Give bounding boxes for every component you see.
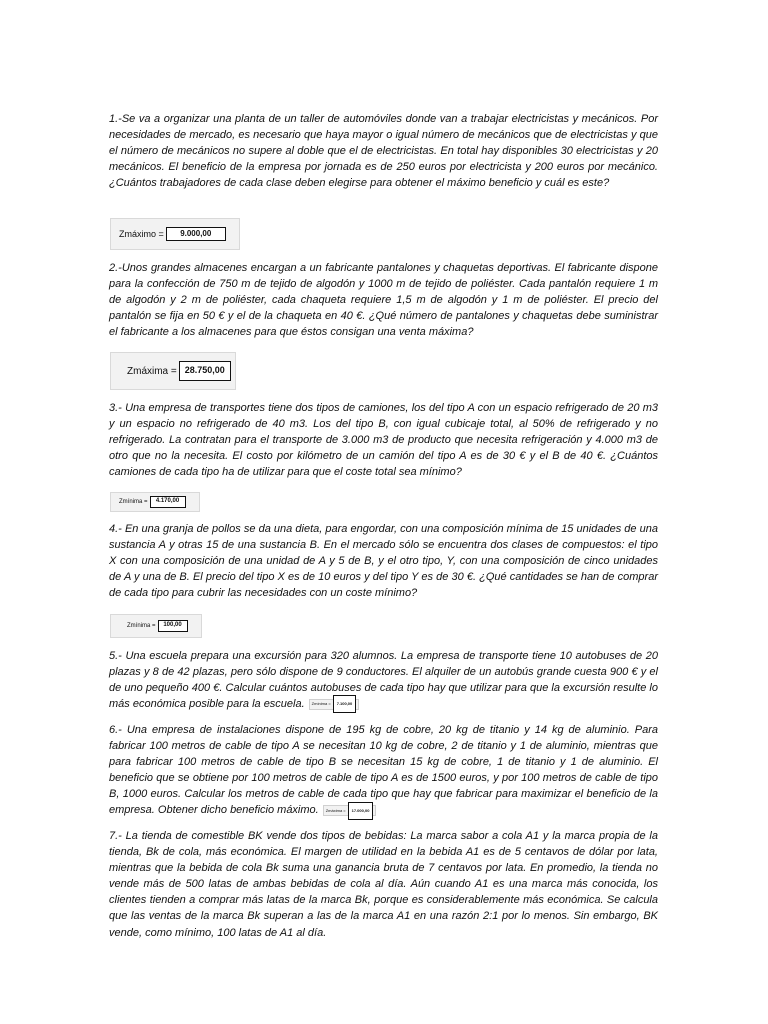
problem-5-text xyxy=(109,648,658,712)
problem-1-result xyxy=(110,218,240,250)
result-value: 100,00 xyxy=(158,620,188,632)
result-label: Zmáxima = xyxy=(127,365,177,377)
problem-2-result xyxy=(110,352,236,390)
problem-1-text: 1.-Se va a organizar una planta de un taller de automóviles donde van a trabajar electricistas y mecánicos. Por necesidades de mercado, es necesario que haya mayor o igual número de mecánicos que de electricistas y que el número de mecánicos no supere al doble que el de electricistas. En total hay disponibles 30 electricistas y 20 mecánicos. El beneficio de la empresa por jornada es de 250 euros por electricista y 200 euros por mecánico. ¿Cuántos trabajadores de cada clase deben elegirse para obtener el máximo beneficio y cuál es este? xyxy=(109,113,658,190)
problem-5-body: 5.- Una escuela prepara una excursión para 320 alumnos. La empresa de transporte tiene 10 autobuses de 20 plazas y 8 de 42 plazas, pero sólo dispone de 9 conductores. El alquiler de un autobús grande cuesta 900 € y el de uno pequeño 400 €. Calcular cuántos autobuses de cada tipo hay que utilizar para que la excursión resulte lo más económica posible para la escuela. xyxy=(109,650,658,711)
result-label: Zmáxima = xyxy=(325,807,346,813)
result-value: 28.750,00 xyxy=(179,361,231,381)
result-value: 17.000,00 xyxy=(348,802,374,820)
result-value: 9.000,00 xyxy=(166,227,226,241)
problem-7-text: 7.- La tienda de comestible BK vende dos tipos de bebidas: La marca sabor a cola A1 y la marca propia de la tienda, Bk de cola, más económica. El margen de utilidad en la bebida A1 es de 5 centavos de dólar por lata, mientras que la bebida de cola Bk suma una ganancia bruta de 7 centavos por lata. En promedio, la tienda no vende más de 500 latas de ambas bebidas de cola al día. Aún cuando A1 es una marca más conocida, los clientes tienden a comprar más latas de la marca Bk, porque es considerablemente más económica. Se calcula que las ventas de la marca Bk superan a las de la marca A1 en una razón 2:1 por lo menos. Sin embargo, BK vende, como mínimo, 100 latas de A1 al día. xyxy=(109,830,658,939)
result-label: Zmínima = xyxy=(119,499,148,505)
problem-2-text: 2.-Unos grandes almacenes encargan a un fabricante pantalones y chaquetas deportivas. El fabricante dispone para la confección de 750 m de tejido de algodón y 1000 m de tejido de poliéster. Cada pantalón requiere 1 m de algodón y 2 m de poliéster, cada chaqueta requiere 1,5 m de algodón y 1 m de poliéster. El precio del pantalón se fija en 50 € y el de la chaqueta en 40 €. ¿Qué número de pantalones y chaquetas debe suministrar el fabricante a los almacenes para que éstos consigan una venta máxima? xyxy=(109,262,658,339)
problem-6-body: 6.- Una empresa de instalaciones dispone de 195 kg de cobre, 20 kg de titanio y 14 kg de aluminio. Para fabricar 100 metros de cable de tipo A se necesitan 10 kg de cobre, 2 de titanio y 1 de aluminio, mientras que para fabricar 100 metros de cable de tipo B se necesitan 15 kg de cobre, 1 de titanio y 1 de aluminio. El beneficio que se obtiene por 100 metros de cable de tipo A es de 1500 euros, y por 100 metros de cable de tipo B, 1000 euros. Calcular los metros de cable de cada tipo que hay que fabricar para maximizar el beneficio de la empresa. Obtener dicho beneficio máximo. xyxy=(109,724,658,817)
problem-4-text: 4.- En una granja de pollos se da una dieta, para engordar, con una composición mínima de 15 unidades de una sustancia A y otras 15 de una sustancia B. En el mercado sólo se encuentra dos clases de compuestos: el tipo X con una composición de una unidad de A y 5 de B, y el otro tipo, Y, con una composición de cinco unidades de A y una de B. El precio del tipo X es de 10 euros y del tipo Y es de 30 €. ¿Qué cantidades se han de comprar de cada tipo para cubrir las necesidades con un coste mínimo? xyxy=(109,523,658,600)
result-label: Zmínima = xyxy=(127,623,156,629)
result-value: 7.100,00 xyxy=(333,695,357,713)
result-value: 4.170,00 xyxy=(150,496,186,508)
result-label: Zmínima = xyxy=(311,701,331,707)
problem-3-result xyxy=(110,492,200,512)
problem-6-result xyxy=(323,805,377,816)
result-label: Zmáximo = xyxy=(119,229,164,239)
problem-4-result xyxy=(110,614,202,638)
problem-6-text xyxy=(109,722,658,819)
problem-5-result xyxy=(309,699,360,710)
problem-3-text: 3.- Una empresa de transportes tiene dos tipos de camiones, los del tipo A con un espacio refrigerado de 20 m3 y un espacio no refrigerado de 40 m3. Los del tipo B, con igual cubicaje total, al 50% de refrigerado y no refrigerado. La contratan para el transporte de 3.000 m3 de producto que necesita refrigeración y 4.000 m3 de otro que no la necesita. El costo por kilómetro de un camión del tipo A es de 30 € y el B de 40 €. ¿Cuántos camiones de cada tipo ha de utilizar para que el coste total sea mínimo? xyxy=(109,402,658,479)
